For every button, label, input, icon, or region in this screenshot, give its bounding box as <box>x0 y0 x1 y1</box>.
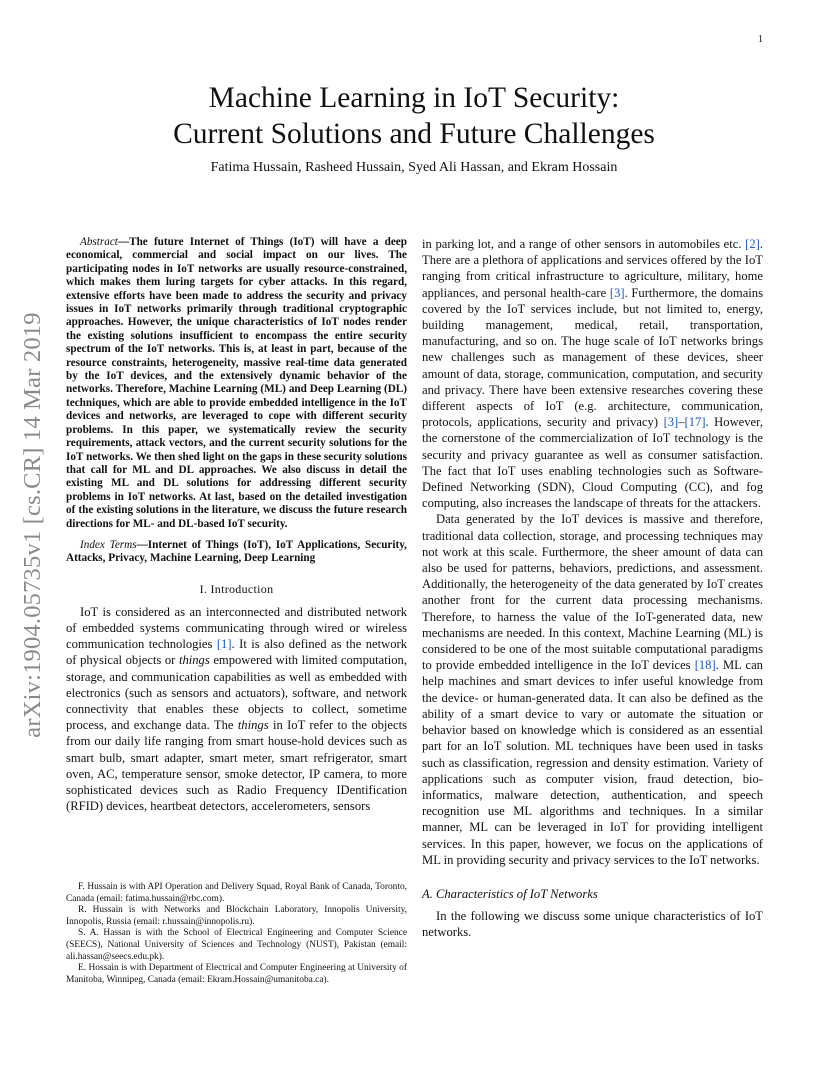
title-line-2: Current Solutions and Future Challenges <box>173 118 655 150</box>
author-list: Fatima Hussain, Rasheed Hussain, Syed Ali Hassan, and Ekram Hossain <box>210 160 618 175</box>
footnote: S. A. Hassan is with the School of Electrical Engineering and Computer Science (SEECS), National University of Sciences and Technology (NUST), Pakistan (email: ali.hassan@seecs.edu.pk). <box>66 928 407 962</box>
body-text: – <box>678 415 685 430</box>
abstract-text: —The future Internet of Things (IoT) will have a deep economical, commercial and social impact on our lives. The participating nodes in IoT networks are usually resource-constrained, which makes them luring targets for cyber attacks. In this regard, extensive efforts have been made to address the security and privacy issues in IoT networks primarily through traditional cryptographic approaches. However, the unique characteristics of IoT nodes render the existing solutions insufficient to encompass the entire security spectrum of the IoT networks. This is, at least in part, because of the resource constraints, heterogeneity, massive real-time data generated by the IoT devices, and the extensively dynamic behavior of the networks. Therefore, Machine Learning (ML) and Deep Learning (DL) techniques, which are able to provide embedded intelligence in the IoT devices and networks, are leveraged to cope with different security problems. In this paper, we systematically review the security requirements, attack vectors, and the current security solutions for the IoT networks. We then shed light on the gaps in these security solutions that call for ML and DL approaches. We also discuss in detail the existing ML and DL solutions for addressing different security problems in IoT networks. At last, based on the detailed investigation of the existing solutions in the literature, we discuss the future research directions for ML- and DL-based IoT security. <box>66 236 407 530</box>
intro-text: in IoT refer to the objects from our daily life ranging from smart house-hold devices such as smart bulb, smart adapter, smart meter, smart refrigerator, smart oven, AC, temperature sensor, smoke detector, IP camera, to more sophisticated devices such as Radio Frequency IDentification (RFID) devices, heartbeat detectors, accelerometers, sensors <box>66 718 407 814</box>
footnote: R. Hussain is with Networks and Blockchain Laboratory, Innopolis University, Innopolis, Russia (email: r.hussain@innopolis.ru). <box>66 905 407 927</box>
title-line-1: Machine Learning in IoT Security: <box>208 82 620 114</box>
footnote: F. Hussain is with API Operation and Delivery Squad, Royal Bank of Canada, Toronto, Canada (email: fatima.hussain@rbc.com). <box>66 882 407 904</box>
citation-link[interactable]: [18] <box>694 658 716 673</box>
body-paragraph: In the following we discuss some unique characteristics of IoT networks. <box>422 908 763 940</box>
footnote: E. Hossain is with Department of Electrical and Computer Engineering at University of Manitoba, Winnipeg, Canada (email: Ekram.Hossain@umanitoba.ca). <box>66 963 407 985</box>
index-terms-lead: Index Terms <box>80 538 137 551</box>
body-text: . ML can help machines and smart devices to infer useful knowledge from the device- or human-generated data. It can also be defined as the ability of a smart device to vary or automate the situation or behavior based on knowledge which is considered as an essential part for an IoT solution. ML techniques have been used in tasks such as classification, regression and density estimation. Variety of applications such as computer vision, fraud detection, bio-informatics, malware detection, authentication, and speech recognition use ML algorithms and techniques. In a similar manner, ML can be leveraged in IoT for providing intelligent services. In this paper, however, we focus on the applications of ML in providing security and privacy services to the IoT networks. <box>422 658 763 867</box>
emphasis-text: things <box>178 653 210 668</box>
index-terms-text: —Internet of Things (IoT), IoT Applications, Security, Attacks, Privacy, Machine Learning, Deep Learning <box>66 538 407 565</box>
section-heading-introduction: I. Introduction <box>199 581 274 596</box>
emphasis-text: things <box>237 718 269 733</box>
intro-text: IoT is considered as an interconnected and distributed network of embedded systems communicating through wired or wireless communication technologies <box>66 604 407 652</box>
right-column <box>422 236 763 940</box>
index-terms <box>66 539 407 566</box>
body-text: in parking lot, and a range of other sensors in automobiles etc. <box>422 237 746 251</box>
intro-text: . It is also defined as the network of physical objects or <box>66 637 407 668</box>
abstract-lead: Abstract <box>80 236 118 248</box>
subsection-heading: A. Characteristics of IoT Networks <box>422 886 598 901</box>
intro-paragraph <box>66 604 407 815</box>
intro-text: empowered with limited computation, storage, and communication capabilities as well as embedded with electronics (such as sensors and actuators), software, and network connectivity that enables these objects to collect, sometime process, and exchange data. The <box>66 653 407 733</box>
arxiv-stamp-text: arXiv:1904.05735v1 [cs.CR] 14 Mar 2019 <box>19 312 46 738</box>
citation-link[interactable]: [2] <box>745 237 760 251</box>
body-text: . Furthermore, the domains covered by the IoT services include, but not limited to, energy, building management, medical, retail, transportation, manufacturing, and so on. The huge scale of IoT networks brings new challenges such as management of these devices, sheer amount of data, storage, communication, computation, and security and privacy. There have been extensive researches covering these different aspects of IoT (e.g. architecture, communication, protocols, applications, security and privacy) <box>422 285 763 430</box>
citation-link[interactable]: [1] <box>216 637 232 652</box>
abstract <box>66 236 407 531</box>
footnotes <box>66 882 407 986</box>
citation-link[interactable]: [17] <box>684 415 706 430</box>
body-paragraph <box>422 511 763 867</box>
left-column <box>66 236 407 814</box>
page-number: 1 <box>758 34 763 45</box>
citation-link[interactable]: [3] <box>663 415 679 430</box>
citation-link[interactable]: [3] <box>609 285 625 300</box>
body-text: . There are a plethora of applications and services offered by the IoT ranging from critical infrastructure to agriculture, military, home appliances, and personal health-care <box>422 237 763 300</box>
arxiv-stamp <box>18 285 48 765</box>
paper-title <box>60 80 768 152</box>
body-paragraph <box>422 236 763 511</box>
body-text: Data generated by the IoT devices is massive and therefore, traditional data collection, storage, and processing techniques may not work at this scale. Furthermore, the sheer amount of data can also be used for patterns, behaviors, predictions, and assessment. Additionally, the heterogeneity of the data generated by IoT creates another front for the current data processing mechanisms. Therefore, to harness the value of the IoT-generated data, new mechanisms are needed. In this context, Machine Learning (ML) is considered to be one of the most suitable computational paradigms to provide embedded intelligence in the IoT devices <box>422 512 763 673</box>
body-text: . However, the cornerstone of the commercialization of IoT technology is the security and privacy guarantee as well as consumer satisfaction. The fact that IoT uses enabling technologies such as Software-Defined Networking (SDN), Cloud Computing (CC), and fog computing, also increases the landscape of threats for the attackers. <box>422 415 763 511</box>
